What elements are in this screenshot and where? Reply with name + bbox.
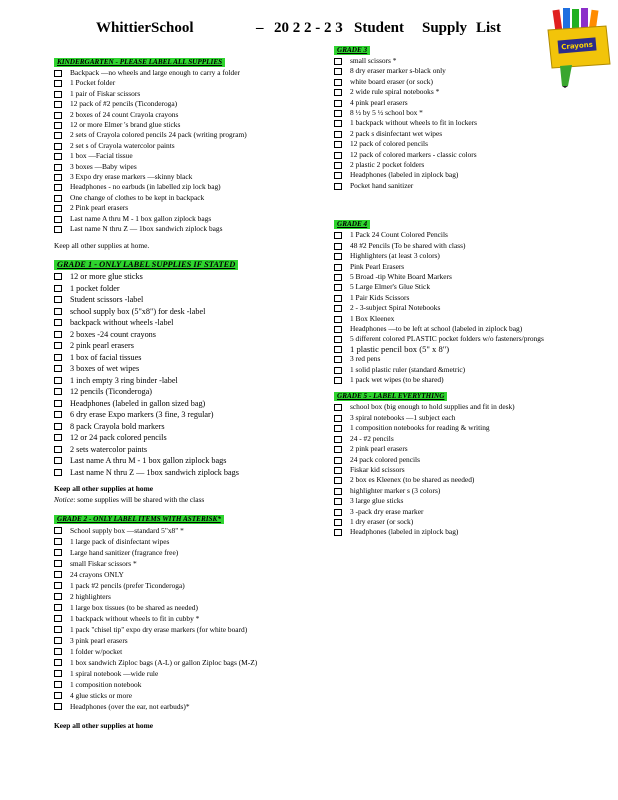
list-item: Headphones (labeled in gallon sized bag) (54, 398, 326, 410)
list-item: 1 spiral notebook —wide rule (54, 668, 326, 679)
notice-label: Notice (54, 494, 74, 504)
list-item: 12 or more glue sticks (54, 271, 326, 283)
title-dash: – (256, 20, 264, 36)
list-item: 12 pack of colored markers - classic colors (334, 150, 562, 160)
grade1-note-bold: Keep all other supplies at home (54, 484, 154, 494)
kindergarten-list (54, 68, 326, 235)
list-item: 1 pocket folder (54, 283, 326, 295)
list-item: 2 pink pearl erasers (54, 340, 326, 352)
kindergarten-heading: KINDERGARTEN - PLEASE LABEL ALL SUPPLIES (54, 58, 225, 67)
list-item: 3 red pens (334, 354, 562, 364)
title-student: Student (354, 20, 405, 36)
list-item: 1 pack "chisel tip" expo dry erase markers (for white board) (54, 624, 326, 635)
list-item: Last name A thru M - 1 box gallon ziplock bags (54, 214, 326, 224)
list-item: white board eraser (or sock) (334, 77, 562, 87)
list-item: 1 Pocket folder (54, 78, 326, 88)
list-item: Student scissors -label (54, 294, 326, 306)
list-item: 2 box es Kleenex (to be shared as needed) (334, 475, 562, 485)
right-column (334, 45, 562, 538)
crayon-box-label: Crayons (560, 40, 594, 52)
list-item: 2 boxes -24 count crayons (54, 329, 326, 341)
list-item: 2 - 3-subject Spiral Notebooks (334, 303, 562, 313)
list-item: small scissors * (334, 56, 562, 66)
list-item: school supply box (5"x8") for desk -label (54, 306, 326, 318)
list-item: 1 inch empty 3 ring binder -label (54, 375, 326, 387)
school-year: 20 2 2 - 2 3 (274, 20, 343, 36)
list-item: 3 spiral notebooks —1 subject each (334, 413, 562, 423)
page-title (96, 20, 516, 40)
grade1-heading: GRADE 1 - ONLY LABEL SUPPLIES IF STATED (54, 260, 238, 271)
list-item: 1 large box tissues (to be shared as needed) (54, 602, 326, 613)
list-item: 4 pink pearl erasers (334, 98, 562, 108)
grade4-heading: GRADE 4 (334, 220, 370, 229)
list-item: School supply box —standard 5"x8" * (54, 525, 326, 536)
list-item: Pink Pearl Erasers (334, 262, 562, 272)
list-item: 1 pack wet wipes (to be shared) (334, 375, 562, 385)
list-item: 1 dry eraser (or sock) (334, 517, 562, 527)
kindergarten-note: Keep all other supplies at home. (54, 240, 150, 250)
list-item: 1 Pack 24 Count Colored Pencils (334, 230, 562, 240)
list-item: Headphones (labeled in ziplock bag) (334, 170, 562, 180)
grade5-heading: GRADE 5 - LABEL EVERYTHING (334, 392, 447, 401)
list-item: 2 pink pearl erasers (334, 444, 562, 454)
list-item: 1 pack #2 pencils (prefer Ticonderoga) (54, 580, 326, 591)
list-item: 1 backpack without wheels to fit in cubby * (54, 613, 326, 624)
list-item: 24 - #2 pencils (334, 434, 562, 444)
list-item: Last name N thru Z — 1box sandwich ziplock bags (54, 467, 326, 479)
grade3-list (334, 56, 562, 191)
list-item: 1 folder w/pocket (54, 646, 326, 657)
grade2-note: Keep all other supplies at home (54, 721, 154, 731)
list-item: 8 pack Crayola bold markers (54, 421, 326, 433)
list-item: 3 large glue sticks (334, 496, 562, 506)
list-item: 12 pack of colored pencils (334, 139, 562, 149)
grade3-heading: GRADE 3 (334, 46, 370, 55)
list-item: 8 ½ by 5 ½ school box * (334, 108, 562, 118)
list-item: 1 backpack without wheels to fit in lockers (334, 118, 562, 128)
list-item: 2 sets watercolor paints (54, 444, 326, 456)
list-item: 2 plastic 2 pocket folders (334, 160, 562, 170)
list-item: 2 wide rule spiral notebooks * (334, 87, 562, 97)
list-item: 1 Pair Kids Scissors (334, 293, 562, 303)
list-item: Backpack —no wheels and large enough to carry a folder (54, 68, 326, 78)
list-item: 8 dry eraser marker s-black only (334, 66, 562, 76)
grade1-notice (54, 495, 326, 505)
list-item: 1 composition notebook (54, 679, 326, 690)
list-item: Headphones (over the ear, not earbuds)* (54, 701, 326, 712)
grade4-list (334, 230, 562, 385)
list-item: backpack without wheels -label (54, 317, 326, 329)
list-item: 1 composition notebooks for reading & writing (334, 423, 562, 433)
list-item: 3 boxes of wet wipes (54, 363, 326, 375)
left-column (54, 57, 326, 732)
list-item: 1 solid plastic ruler (standard &metric) (334, 365, 562, 375)
school-name: WhittierSchool (96, 20, 194, 36)
list-item: 24 pack colored pencils (334, 455, 562, 465)
list-item: 4 glue sticks or more (54, 690, 326, 701)
list-item: 2 boxes of 24 count Crayola crayons (54, 110, 326, 120)
grade5-list (334, 402, 562, 537)
list-item: 5 Broad -tip White Board Markers (334, 272, 562, 282)
list-item: highlighter marker s (3 colors) (334, 486, 562, 496)
list-item: 2 sets of Crayola colored pencils 24 pack (writing program) (54, 130, 326, 140)
list-item: Fiskar kid scissors (334, 465, 562, 475)
list-item: school box (big enough to hold supplies and fit in desk) (334, 402, 562, 412)
title-supply: Supply (422, 20, 468, 36)
grade1-list (54, 271, 326, 478)
list-item: 12 or more Elmer 's brand glue sticks (54, 120, 326, 130)
list-item: Pocket hand sanitizer (334, 181, 562, 191)
list-item: Headphones - no earbuds (in labelled zip lock bag) (54, 182, 326, 192)
list-item: Large hand sanitizer (fragrance free) (54, 547, 326, 558)
title-list: List (476, 20, 502, 36)
list-item: 1 pair of Fiskar scissors (54, 89, 326, 99)
list-item: 6 dry erase Expo markers (3 fine, 3 regular) (54, 409, 326, 421)
list-item: 2 set s of Crayola watercolor paints (54, 141, 326, 151)
list-item: 5 different colored PLASTIC pocket folders w/o fasteners/prongs (334, 334, 562, 344)
list-item: 1 plastic pencil box (5" x 8") (334, 344, 562, 354)
list-item: 3 -pack dry erase marker (334, 507, 562, 517)
list-item: 5 Large Elmer's Glue Stick (334, 282, 562, 292)
list-item: 1 box of facial tissues (54, 352, 326, 364)
list-item: 12 or 24 pack colored pencils (54, 432, 326, 444)
list-item: 1 box —Facial tissue (54, 151, 326, 161)
list-item: Last name A thru M - 1 box gallon ziplock bags (54, 455, 326, 467)
list-item: Headphones —to be left at school (labeled in ziplock bag) (334, 324, 562, 334)
list-item: 1 large pack of disinfectant wipes (54, 536, 326, 547)
list-item: Headphones (labeled in ziplock bag) (334, 527, 562, 537)
list-item: 3 boxes —Baby wipes (54, 162, 326, 172)
list-item: 48 #2 Pencils (To be shared with class) (334, 241, 562, 251)
list-item: 2 highlighters (54, 591, 326, 602)
list-item: One change of clothes to be kept in backpack (54, 193, 326, 203)
list-item: Highlighters (at least 3 colors) (334, 251, 562, 261)
grade2-list (54, 525, 326, 712)
list-item: 3 pink pearl erasers (54, 635, 326, 646)
list-item: 12 pack of #2 pencils (Ticonderoga) (54, 99, 326, 109)
list-item: 12 pencils (Ticonderoga) (54, 386, 326, 398)
list-item: 2 pack s disinfectant wet wipes (334, 129, 562, 139)
list-item: 1 box sandwich Ziploc bags (A-L) or gallon Ziploc bags (M-Z) (54, 657, 326, 668)
list-item: 3 Expo dry erase markers —skinny black (54, 172, 326, 182)
notice-text: : some supplies will be shared with the class (73, 494, 205, 504)
list-item: 2 Pink pearl erasers (54, 203, 326, 213)
list-item: 24 crayons ONLY (54, 569, 326, 580)
list-item: small Fiskar scissors * (54, 558, 326, 569)
list-item: Last name N thru Z — 1box sandwich ziplock bags (54, 224, 326, 234)
list-item: 1 Box Kleenex (334, 314, 562, 324)
grade2-heading: GRADE 2 - ONLY LABEL ITEMS WITH ASTERISK* (54, 515, 224, 524)
